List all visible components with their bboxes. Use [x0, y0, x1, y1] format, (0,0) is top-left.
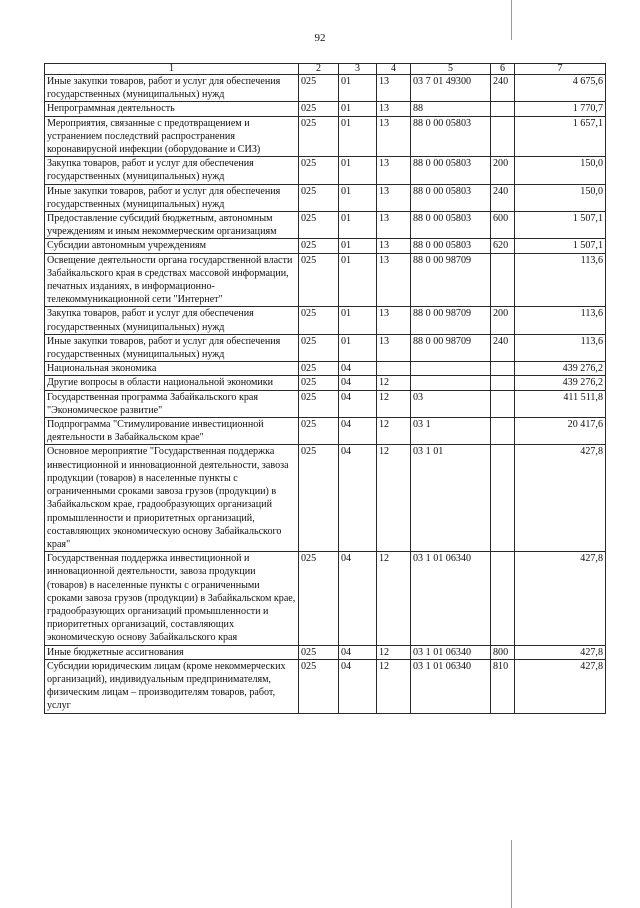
cell-amount: 411 511,8: [515, 390, 606, 417]
cell-target-article: 88 0 00 98709: [411, 307, 491, 334]
cell-ministry-code: 025: [299, 334, 339, 361]
page-number: 92: [314, 32, 326, 44]
cell-subsection-code: 13: [377, 239, 411, 253]
cell-section-code: 04: [339, 552, 377, 645]
cell-ministry-code: 025: [299, 445, 339, 552]
cell-name: Закупка товаров, работ и услуг для обеспечения государственных (муниципальных) нужд: [45, 157, 299, 184]
cell-subsection-code: 12: [377, 659, 411, 713]
cell-ministry-code: 025: [299, 552, 339, 645]
cell-expense-type: [491, 376, 515, 390]
table-row: [45, 552, 606, 645]
cell-target-article: [411, 362, 491, 376]
cell-target-article: 03: [411, 390, 491, 417]
table-row: [45, 102, 606, 116]
column-header: 1: [45, 64, 299, 75]
cell-section-code: 01: [339, 212, 377, 239]
cell-amount: 427,8: [515, 552, 606, 645]
table-row: [45, 212, 606, 239]
cell-name: Основное мероприятие "Государственная поддержка инвестиционной и инновационной деятельности, завоза продукции (товаров) в населенные пункты с ограниченными сроками завоза грузов (продукции) в Забайкальском крае, градообразующих организаций промышленности и приоритетных организаций, составляющих экономическую основу Забайкальского края": [45, 445, 299, 552]
table-row: [45, 157, 606, 184]
cell-target-article: 03 1 01 06340: [411, 659, 491, 713]
cell-subsection-code: 12: [377, 418, 411, 445]
cell-section-code: 01: [339, 307, 377, 334]
cell-name: Государственная программа Забайкальского края "Экономическое развитие": [45, 390, 299, 417]
cell-name: Мероприятия, связанные с предотвращением и устранением последствий распространения коронавирусной инфекции (оборудование и СИЗ): [45, 116, 299, 157]
cell-expense-type: [491, 116, 515, 157]
cell-ministry-code: 025: [299, 253, 339, 307]
table-row: [45, 75, 606, 102]
cell-subsection-code: 12: [377, 552, 411, 645]
cell-ministry-code: 025: [299, 390, 339, 417]
cell-section-code: 01: [339, 75, 377, 102]
cell-expense-type: 600: [491, 212, 515, 239]
cell-subsection-code: 13: [377, 334, 411, 361]
cell-name: Иные закупки товаров, работ и услуг для обеспечения государственных (муниципальных) нужд: [45, 184, 299, 211]
cell-ministry-code: 025: [299, 212, 339, 239]
cell-section-code: 04: [339, 362, 377, 376]
cell-expense-type: [491, 445, 515, 552]
cell-section-code: 01: [339, 116, 377, 157]
cell-section-code: 04: [339, 418, 377, 445]
cell-expense-type: 240: [491, 334, 515, 361]
cell-ministry-code: 025: [299, 645, 339, 659]
cell-expense-type: 240: [491, 184, 515, 211]
table-row: [45, 362, 606, 376]
cell-amount: 439 276,2: [515, 376, 606, 390]
column-header: 2: [299, 64, 339, 75]
cell-subsection-code: 13: [377, 102, 411, 116]
cell-name: Национальная экономика: [45, 362, 299, 376]
table-row: [45, 659, 606, 713]
cell-amount: 1 770,7: [515, 102, 606, 116]
cell-subsection-code: 13: [377, 75, 411, 102]
cell-subsection-code: 13: [377, 157, 411, 184]
table-row: [45, 253, 606, 307]
cell-ministry-code: 025: [299, 75, 339, 102]
cell-subsection-code: 13: [377, 184, 411, 211]
cell-name: Непрограммная деятельность: [45, 102, 299, 116]
scan-crop-mark-bottom: [511, 840, 512, 908]
cell-amount: 4 675,6: [515, 75, 606, 102]
cell-target-article: 03 1 01 06340: [411, 552, 491, 645]
cell-target-article: 88 0 00 05803: [411, 116, 491, 157]
column-header: 3: [339, 64, 377, 75]
column-header: 6: [491, 64, 515, 75]
cell-subsection-code: 13: [377, 212, 411, 239]
cell-expense-type: [491, 253, 515, 307]
cell-section-code: 01: [339, 239, 377, 253]
cell-expense-type: [491, 418, 515, 445]
cell-amount: 113,6: [515, 334, 606, 361]
cell-name: Субсидии автономным учреждениям: [45, 239, 299, 253]
cell-target-article: 88 0 00 98709: [411, 253, 491, 307]
cell-target-article: 88 0 00 05803: [411, 184, 491, 211]
cell-ministry-code: 025: [299, 184, 339, 211]
column-header: 4: [377, 64, 411, 75]
cell-ministry-code: 025: [299, 376, 339, 390]
table-row: [45, 307, 606, 334]
cell-expense-type: 200: [491, 307, 515, 334]
cell-subsection-code: 12: [377, 376, 411, 390]
cell-name: Иные бюджетные ассигнования: [45, 645, 299, 659]
cell-name: Другие вопросы в области национальной экономики: [45, 376, 299, 390]
budget-allocation-table: [44, 63, 606, 714]
cell-expense-type: 620: [491, 239, 515, 253]
scan-crop-mark-top: [511, 0, 512, 40]
cell-section-code: 01: [339, 102, 377, 116]
cell-section-code: 01: [339, 157, 377, 184]
table-body: [45, 75, 606, 714]
cell-ministry-code: 025: [299, 362, 339, 376]
cell-amount: 150,0: [515, 157, 606, 184]
table-row: [45, 418, 606, 445]
cell-expense-type: 200: [491, 157, 515, 184]
cell-name: Закупка товаров, работ и услуг для обеспечения государственных (муниципальных) нужд: [45, 307, 299, 334]
table-row: [45, 184, 606, 211]
cell-section-code: 01: [339, 253, 377, 307]
cell-ministry-code: 025: [299, 102, 339, 116]
cell-target-article: 88 0 00 05803: [411, 212, 491, 239]
cell-amount: 150,0: [515, 184, 606, 211]
column-header: 7: [515, 64, 606, 75]
cell-name: Иные закупки товаров, работ и услуг для обеспечения государственных (муниципальных) нужд: [45, 334, 299, 361]
cell-amount: 1 507,1: [515, 212, 606, 239]
cell-amount: 1 507,1: [515, 239, 606, 253]
table-row: [45, 445, 606, 552]
cell-section-code: 01: [339, 184, 377, 211]
cell-amount: 439 276,2: [515, 362, 606, 376]
cell-subsection-code: 13: [377, 253, 411, 307]
cell-section-code: 04: [339, 645, 377, 659]
table-row: [45, 645, 606, 659]
cell-ministry-code: 025: [299, 116, 339, 157]
cell-section-code: 04: [339, 659, 377, 713]
cell-expense-type: [491, 102, 515, 116]
cell-subsection-code: [377, 362, 411, 376]
cell-target-article: 03 7 01 49300: [411, 75, 491, 102]
cell-subsection-code: 13: [377, 307, 411, 334]
cell-target-article: 88 0 00 05803: [411, 157, 491, 184]
cell-name: Предоставление субсидий бюджетным, автономным учреждениям и иным некоммерческим организациям: [45, 212, 299, 239]
cell-ministry-code: 025: [299, 239, 339, 253]
cell-name: Освещение деятельности органа государственной власти Забайкальского края в средствах массовой информации, печатных изданиях, в информационно-телекоммуникационной сети "Интернет": [45, 253, 299, 307]
table-row: [45, 239, 606, 253]
cell-section-code: 04: [339, 390, 377, 417]
cell-ministry-code: 025: [299, 418, 339, 445]
cell-amount: 113,6: [515, 307, 606, 334]
cell-name: Государственная поддержка инвестиционной и инновационной деятельности, завоза продукции (товаров) в населенные пункты с ограниченными сроками завоза грузов (продукции) в Забайкальском крае, градообразующих организаций промышленности и приоритетных организаций, составляющих экономическую основу Забайкальского края: [45, 552, 299, 645]
cell-expense-type: 800: [491, 645, 515, 659]
cell-expense-type: [491, 552, 515, 645]
cell-target-article: [411, 376, 491, 390]
cell-subsection-code: 13: [377, 116, 411, 157]
cell-amount: 427,8: [515, 645, 606, 659]
cell-target-article: 88: [411, 102, 491, 116]
cell-expense-type: [491, 390, 515, 417]
cell-ministry-code: 025: [299, 659, 339, 713]
cell-subsection-code: 12: [377, 390, 411, 417]
cell-ministry-code: 025: [299, 157, 339, 184]
cell-subsection-code: 12: [377, 645, 411, 659]
cell-target-article: 03 1 01: [411, 445, 491, 552]
cell-name: Иные закупки товаров, работ и услуг для обеспечения государственных (муниципальных) нужд: [45, 75, 299, 102]
column-header: 5: [411, 64, 491, 75]
cell-section-code: 01: [339, 334, 377, 361]
cell-amount: 113,6: [515, 253, 606, 307]
cell-amount: 427,8: [515, 659, 606, 713]
cell-name: Субсидии юридическим лицам (кроме некоммерческих организаций), индивидуальным предпринимателям, физическим лицам – производителям товаров, работ, услуг: [45, 659, 299, 713]
cell-subsection-code: 12: [377, 445, 411, 552]
cell-expense-type: 810: [491, 659, 515, 713]
cell-section-code: 04: [339, 376, 377, 390]
cell-amount: 1 657,1: [515, 116, 606, 157]
cell-target-article: 03 1 01 06340: [411, 645, 491, 659]
cell-amount: 20 417,6: [515, 418, 606, 445]
table-row: [45, 334, 606, 361]
table-row: [45, 390, 606, 417]
cell-target-article: 03 1: [411, 418, 491, 445]
table-header-row: [45, 64, 606, 75]
cell-expense-type: 240: [491, 75, 515, 102]
cell-target-article: 88 0 00 05803: [411, 239, 491, 253]
cell-target-article: 88 0 00 98709: [411, 334, 491, 361]
cell-name: Подпрограмма "Стимулирование инвестиционной деятельности в Забайкальском крае": [45, 418, 299, 445]
table-row: [45, 116, 606, 157]
cell-expense-type: [491, 362, 515, 376]
table-row: [45, 376, 606, 390]
cell-ministry-code: 025: [299, 307, 339, 334]
cell-section-code: 04: [339, 445, 377, 552]
cell-amount: 427,8: [515, 445, 606, 552]
